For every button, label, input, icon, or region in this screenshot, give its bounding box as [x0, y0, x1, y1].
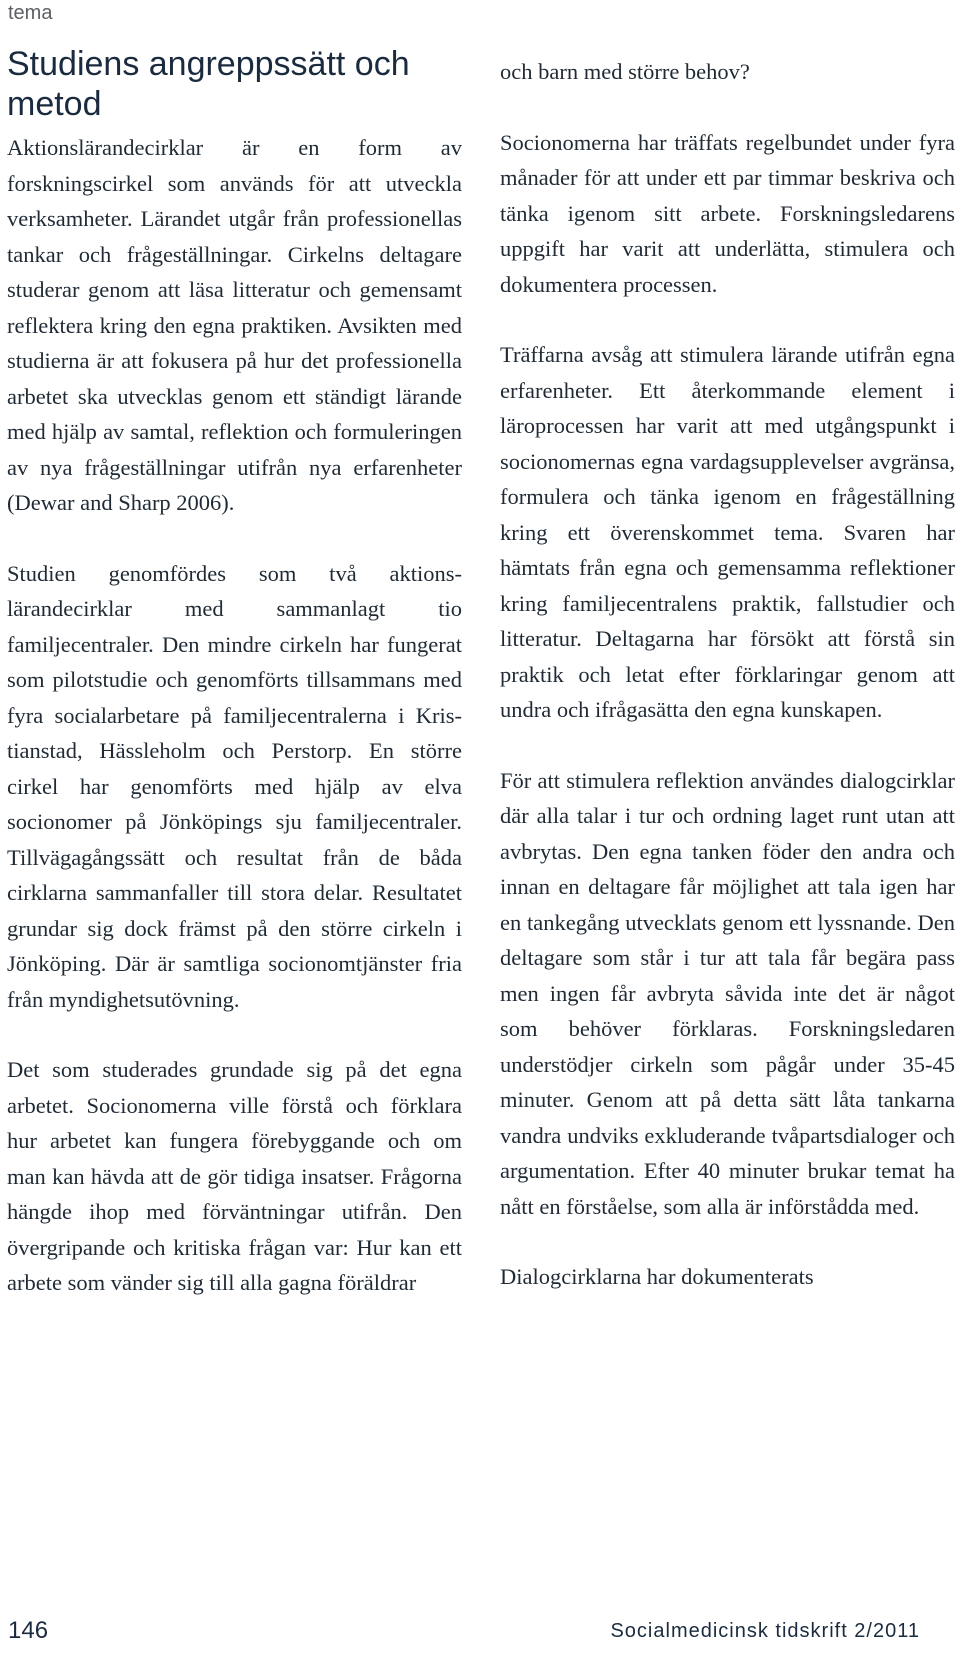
body-paragraph: och barn med större behov? — [500, 59, 750, 84]
body-paragraph: Träffarna avsåg att stimulera lärande utifrån egna erfarenheter. Ett återkommande element i läroprocessen har varit att med utgångspunkt i socionomernas egna vardagsupplevelser avgränsa, formulera och tänka igenom en frågeställning kring ett överenskommet tema. Svaren har hämtats från egna och gemensamma reflektioner kring familjecentralens praktik, fallstudier och litteratur. Deltagarna har försökt att förstå sin praktik och letat efter förklaringar genom att undra och ifrågasätta den egna kunskapen. — [500, 342, 955, 722]
page-number: 146 — [8, 1617, 49, 1644]
body-paragraph: Studien genomfördes som två aktionslärandecirklar med sammanlagt tio familjecentraler. Den mindre cirkeln har fungerat som pilotstudie och genomförts tillsammans med fyra socialarbetare på familjecentralerna i Kristianstad, Hässleholm och Perstorp. En större cirkel har genomförts med hjälp av elva socionomer på Jönköpings sju familjecentraler. Tillvägagångssätt och resultat från de båda cirklarna sammanfaller till stora delar. Resultatet grundar sig dock främst på den större cirkeln i Jönköping. Där är samtliga socionomtjänster fria från myndighetsutövning. — [7, 560, 462, 1012]
body-paragraph: För att stimulera reflektion användes dialogcirklar där alla talar i tur och ordning laget runt utan att avbrytas. Den egna tanken föder den andra och innan en deltagare får möjlighet att tala igen har en tankegång utvecklats genom ett lyssnande. Den deltagare som står i tur att tala får begära pass men ingen får avbryta såvida inte det är något som behöver förklaras. Forskningsledaren understödjer cirkeln som pågår under 35-45 minuter. Genom att på detta sätt låta tankarna vandra undviks exkluderande tvåpartsdialoger och argumentation. Efter 40 minuter brukar temat ha nått en förståelse, som alla är införstådda med. — [500, 767, 955, 1219]
journal-name: Socialmedicinsk tidskrift 2/2011 — [610, 1620, 920, 1642]
body-paragraph: Det som studerades grundade sig på det egna arbetet. Socionomerna ville förstå och förklara hur arbetet kan fungera förebyggande och om man kan hävda att de gör tidiga insatser. Frågorna hängde ihop med förväntningar utifrån. Den övergripande och kritiska frågan var: Hur kan ett arbete som vänder sig till alla gagna föräldrar — [7, 1057, 462, 1295]
section-tag: tema — [8, 2, 53, 24]
body-paragraph: Socionomerna har träffats regelbundet under fyra månader för att under ett par timmar beskriva och tänka igenom sitt arbete. Forskningsledarens uppgift har varit att underlätta, stimulera och dokumentera processen. — [500, 129, 955, 297]
section-heading: Studiens angreppssätt och metod — [7, 45, 410, 123]
right-column — [500, 44, 955, 1330]
body-paragraph: Aktionslärandecirklar är en form av forskningscirkel som används för att utveckla verksamheter. Lärandet utgår från professionellas tankar och frågeställningar. Cirkelns deltagare studerar genom att läsa litteratur och gemensamt reflektera kring den egna praktiken. Avsikten med studierna är att fokusera på hur det professionella arbetet ska utvecklas genom ett ständigt lärande med hjälp av samtal, reflektion och formuleringen av nya frågeställningar utifrån nya erfarenheter (Dewar and Sharp 2006). — [7, 135, 462, 515]
body-paragraph: Dialogcirklarna har dokumenterats — [500, 1264, 814, 1289]
left-column — [7, 44, 462, 1336]
